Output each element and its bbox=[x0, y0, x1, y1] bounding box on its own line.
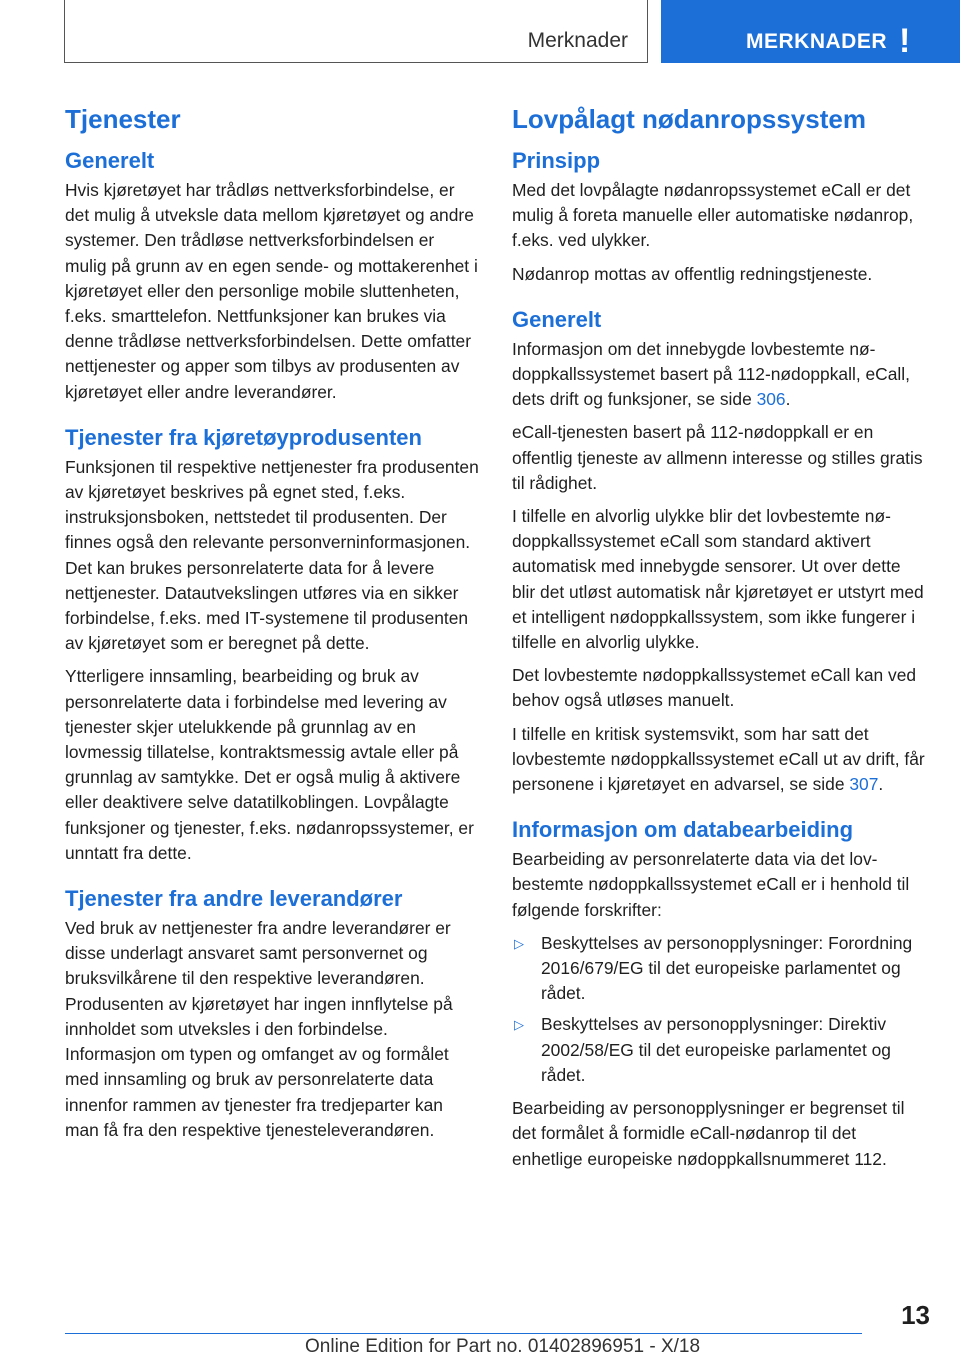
left-column bbox=[65, 100, 480, 1151]
section-title: Merknader bbox=[527, 29, 628, 52]
paragraph: Ytterligere innsamling, bearbeiding og bruk av personrelaterte data i forbindelse med levering av tjenester skjer utelukkende på grunnlag av en lovmessig tillatelse, kontraktsmessig avtale eller på grunnlag av samtykke. Det er også mulig å aktivere eller deaktivere selve datatilkoblingen. Lovpålagte funksjoner og tjenester, f.eks. nødanropssystemer, er unntatt fra dette. bbox=[65, 666, 474, 863]
paragraph: Bearbeiding av personopplysninger er begrenset til det formålet å formidle eCall-nødanrop til det enhetlige europeiske nødoppkallsnummeret 112. bbox=[512, 1098, 905, 1169]
paragraph-text: I tilfelle en kritisk systemsvikt, som har satt det lovbestemte nødoppkallssystemet eCall ut av drift, får personene i kjøretøyet en advarsel, se side bbox=[512, 723, 925, 795]
section-heading-third-party-services: Tjenester fra andre leverandører bbox=[65, 886, 403, 912]
paragraph bbox=[512, 337, 927, 413]
paragraph: Bearbeiding av personrelaterte data via det lovbestemte nødoppkallssystemet eCall er i henhold til følgende forskrifter: bbox=[512, 849, 910, 920]
paragraph: Funksjonen til respektive nettjenester fra produsenten av kjøretøyet beskrives på egnet sted, f.eks. instruksjonsboken, nettstedet til produsenten. Der finnes også den relevante personverninformasjonen. Det kan brukes personrelaterte data for å levere nettjenester. Datautvekslingen utføres via en sikker forbindelse, f.eks. med IT-systemene til produsenten av kjøretøyet som er beregnet på dette. bbox=[65, 456, 479, 654]
paragraph: I tilfelle en alvorlig ulykke blir det lovbestemte nødoppkallssystemet eCall som standard aktivert automatisk med innebygde sensorer. Ut over dette blir det utløst automatisk når kjøretøyet er utstyrt med et intelligent nødoppkallssystem, som ikke fungerer i tilfelle en alvorlig ulykke. bbox=[512, 506, 924, 653]
triangle-bullet-icon: ▷ bbox=[514, 935, 524, 951]
right-column bbox=[512, 100, 927, 1180]
paragraph: Med det lovpålagte nødanropssystemet eCall er det mulig å foreta manuelle eller automatiske nødanrop, f.eks. ved ulykker. bbox=[512, 180, 914, 251]
paragraph: eCall-tjenesten basert på 112-nødoppkall er en offentlig tjeneste av allmenn interesse og stilles gratis til rådighet. bbox=[512, 422, 923, 493]
chapter-tab-label: MERKNADER bbox=[746, 30, 887, 53]
list-item bbox=[512, 931, 927, 1007]
paragraph: Det lovbestemte nødoppkallssystemet eCall kan ved behov også utløses manuelt. bbox=[512, 665, 917, 711]
list-item-text: Beskyttelses av personopplysninger: Direktiv 2002/58/EG til det europeiske parlamentet og rådet. bbox=[541, 1014, 891, 1085]
paragraph: Ved bruk av nettjenester fra andre leverandører er disse underlagt ansvaret samt personvernet og bruksvilkårene til den respektive leverandøren. Produsenten av kjøretøyet har ingen innflytelse på innholdet som utveksles i den forbindelse. Informasjon om typen og omfanget av og formålet med innsamling og bruk av personrelaterte data innenfor rammen av tjenester fra tredjeparter kan man få fra den respektive tjenesteleverandøren. bbox=[65, 918, 453, 1140]
footer-divider bbox=[65, 1333, 862, 1334]
list-item bbox=[512, 1012, 927, 1088]
chapter-heading-services: Tjenester bbox=[65, 104, 181, 134]
chapter-tab[interactable] bbox=[661, 0, 960, 63]
paragraph-text: . bbox=[878, 774, 884, 795]
triangle-bullet-icon: ▷ bbox=[514, 1017, 524, 1033]
paragraph bbox=[512, 722, 927, 798]
paragraph-text: Informasjon om det innebygde lovbestemte nødoppkallssystemet basert på 112-nødoppkall, eCall, dets drift og funksjoner, se side bbox=[512, 338, 910, 410]
paragraph: Hvis kjøretøyet har trådløs nettverksforbindelse, er det mulig å utveksle data mellom kjøretøyet og andre systemer. Den trådløse nettverksforbindelsen er mulig på grunn av en egen sende- og mottakerenhet i kjøretøyet eller den personlige mobile sluttenheten, f.eks. smarttelefon. Nettfunksjoner kan brukes via denne trådløse nettverksforbindelsen. Dette omfatter nettjenester og apper som tilbys av produsenten av kjøretøyet eller andre leverandører. bbox=[65, 180, 478, 402]
section-heading-general: Generelt bbox=[65, 148, 155, 173]
section-heading-manufacturer-services: Tjenester fra kjøretøyprodusenten bbox=[65, 424, 422, 450]
list-item-text: Beskyttelses av personopplysninger: Forordning 2016/679/EG til det europeiske parlamentet og rådet. bbox=[541, 932, 913, 1004]
exclamation-icon: ! bbox=[899, 22, 911, 60]
page-reference-link[interactable]: 306 bbox=[756, 389, 786, 410]
paragraph-text: . bbox=[785, 389, 791, 410]
regulation-list bbox=[512, 931, 927, 1088]
page-number: 13 bbox=[901, 1300, 930, 1330]
page-reference-link[interactable]: 307 bbox=[849, 774, 879, 795]
section-heading-general: Generelt bbox=[512, 306, 602, 332]
chapter-heading-ecall: Lovpålagt nødanropssystem bbox=[512, 104, 866, 134]
section-heading-data-processing: Informasjon om databearbeiding bbox=[512, 817, 854, 843]
footer-edition-text: Online Edition for Part no. 01402896951 - X/18 bbox=[305, 1336, 701, 1357]
section-heading-principle: Prinsipp bbox=[512, 148, 601, 173]
paragraph: Nødanrop mottas av offentlig redningstjeneste. bbox=[512, 263, 873, 284]
